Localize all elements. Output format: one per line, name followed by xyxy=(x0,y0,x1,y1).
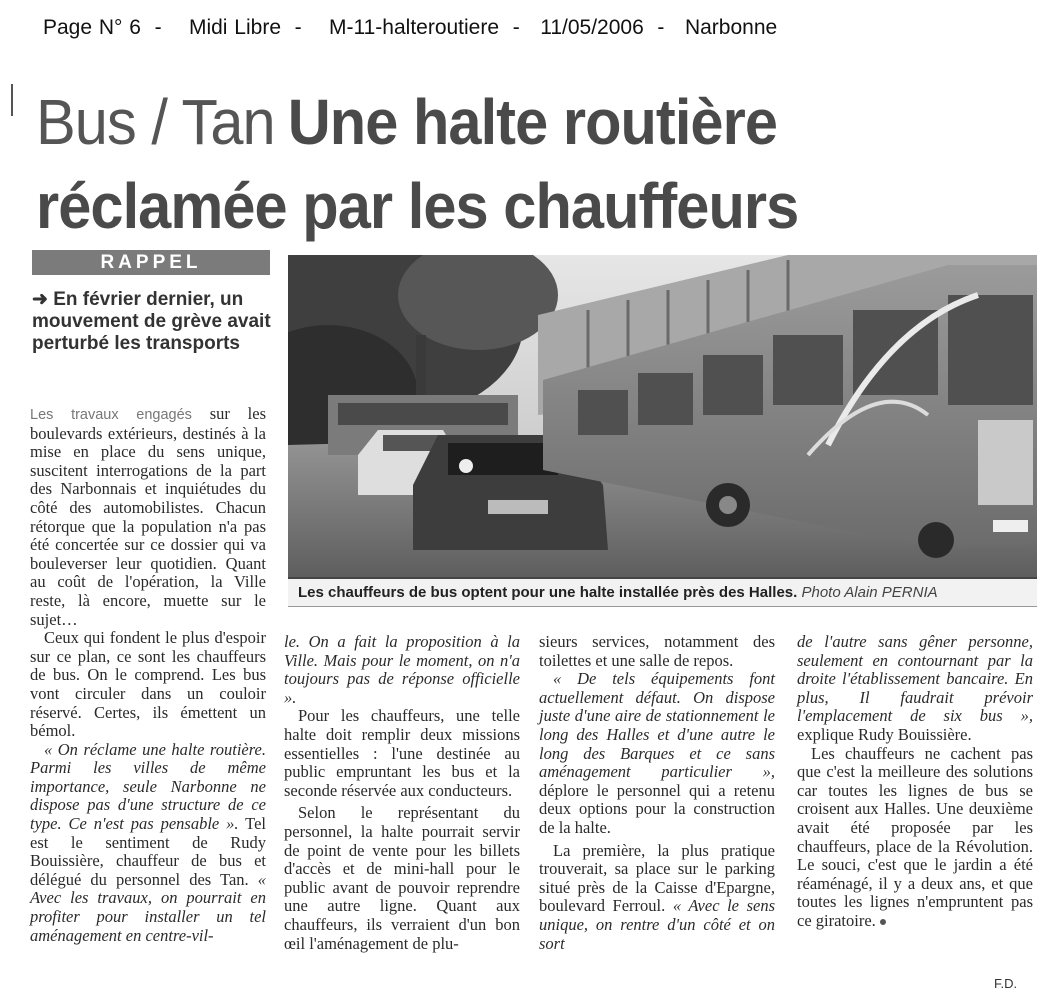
paragraph xyxy=(539,633,775,670)
page-header: Page N° 6 - Midi Libre - M-11-halteroutiere - 11/05/2006 - Narbonne xyxy=(43,16,778,39)
paragraph-text: Ceux qui fondent le plus d'espoir sur ce plan, ce sont les chauffeurs de bus. On le comprend. Les bus vont circuler dans un couloir réservé. Certes, ils émettent un bémol. xyxy=(30,628,266,741)
clipping-reference: M-11-halteroutiere xyxy=(329,16,500,39)
newspaper-name: Midi Libre xyxy=(188,16,282,39)
quote-text: « Avec le sens unique, on rentre d'un côté et on sort xyxy=(539,896,775,953)
opening-words: Les travaux engagés xyxy=(30,407,192,423)
photo-credit: Photo Alain PERNIA xyxy=(801,584,938,601)
end-of-article-mark xyxy=(880,919,886,925)
paragraph-text: Pour les chauffeurs, une telle halte doit remplir deux missions essentielles : l'une destinée au public empruntant les bus et la seconde réservée aux conducteurs. xyxy=(284,706,520,800)
article-column-4 xyxy=(797,633,1033,931)
headline-line-2: réclamée par les chauffeurs xyxy=(36,170,799,242)
paragraph xyxy=(30,629,266,741)
paragraph xyxy=(30,405,266,629)
quote-text: de l'autre sans gêner personne, seulement en contournant par la droite l'établissement bancaire. En plus, Il faudrait prévoir l'emplacement de six bus », xyxy=(797,632,1033,726)
quote-text: « On réclame une halte routière. Parmi les villes de même importance, seule Narbonne ne dispose pas d'une structure de ce type. Ce n'est pas pensable ». xyxy=(30,739,266,834)
paragraph xyxy=(284,707,520,800)
edition-name: Narbonne xyxy=(684,16,778,39)
lead-text: ➜ En février dernier, un mouvement de grève avait perturbé les transports xyxy=(32,289,271,354)
headline-line-1: Une halte routière xyxy=(287,86,778,158)
headline xyxy=(36,80,966,248)
paragraph-text: Tel est le sentiment de Rudy Bouissière, chauffeur de bus et délégué du personnel des Tan. xyxy=(30,814,266,889)
photo-caption xyxy=(288,577,1037,607)
paragraph xyxy=(539,670,775,837)
page-number: Page N° 6 xyxy=(43,16,141,39)
quote-text: le. On a fait la proposition à la Ville. Mais pour le moment, on n'a toujours pas de réponse officielle ». xyxy=(284,632,520,707)
rubric-banner: RAPPEL xyxy=(32,250,270,275)
article-photo xyxy=(288,255,1037,577)
paragraph xyxy=(797,745,1033,931)
paragraph xyxy=(30,741,266,946)
publication-date: 11/05/2006 xyxy=(540,16,644,39)
author-signature: F.D. xyxy=(994,976,1018,991)
paragraph-text: sur les boulevards extérieurs, destinés à la mise en place du sens unique, suscitent interrogations de la part des Narbonnais et inquiétudes du côté des automobilistes. Chacun rétorque que la population n'a pas été concertée sur ce dossier qui va bouleverser leur quotidien. Quant au coût de l'opération, la Ville reste, là encore, muette sur le sujet… xyxy=(30,404,266,629)
caption-text: Les chauffeurs de bus optent pour une halte installée près des Halles. xyxy=(298,584,798,601)
paragraph xyxy=(539,842,775,954)
paragraph xyxy=(284,804,520,953)
article-column-1 xyxy=(30,405,266,945)
bus-street-photo xyxy=(288,255,1037,577)
article-column-3 xyxy=(539,633,775,953)
quote-text: « De tels équipements font actuellement défaut. On dispose juste d'une aire de stationnement le long des Halles et d'une autre le long des Barques et ce sans aménagement particulier », xyxy=(539,669,775,782)
paragraph-text: explique Rudy Bouissière. xyxy=(797,724,972,744)
paragraph-text: Les chauffeurs ne cachent pas que c'est la meilleure des solutions car toutes les lignes de bus se croisent aux Halles. Une deuxième avait été proposée par les chauffeurs, place de la Révolution. Le souci, c'est que le jardin a été réaménagé, il y a deux ans, et que toutes les lignes n'empruntent pas ce giratoire. xyxy=(797,743,1033,930)
paragraph-text: sieurs services, notamment des toilettes et une salle de repos. xyxy=(539,632,775,670)
paragraph-text: La première, la plus pratique trouverait, sa place sur le parking situé près de la Caisse d'Epargne, boulevard Ferroul. xyxy=(539,840,775,916)
paragraph xyxy=(284,633,520,707)
scan-margin-mark xyxy=(11,84,13,116)
paragraph xyxy=(797,633,1033,745)
paragraph-text: déplore le personnel qui a retenu deux options pour la construction de la halte. xyxy=(539,780,775,837)
article-column-2 xyxy=(284,633,520,953)
paragraph-text: Selon le représentant du personnel, la halte pourrait servir de point de vente pour les billets d'accès et de mini-hall pour le public avant de pouvoir reprendre une autre ligne. Quant aux chauffeurs, ils verraient d'un bon œil l'aménagement de plu- xyxy=(284,803,520,953)
headline-kicker: Bus / Tan xyxy=(36,86,275,158)
quote-text: « Avec les travaux, on pourrait en profiter pour installer un tel aménagement en centre-vil- xyxy=(30,869,266,945)
